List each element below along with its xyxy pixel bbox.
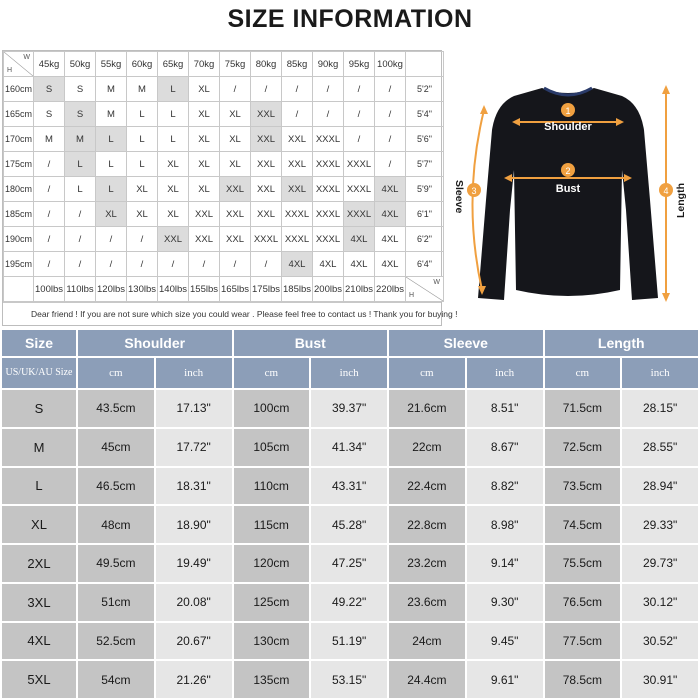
size-cell: / (282, 102, 313, 127)
marker-4-icon (659, 183, 673, 197)
shoulder-in-cell: 17.13" (156, 390, 232, 427)
length-header: Length (545, 330, 699, 356)
size-cell: XXL (282, 127, 313, 152)
sleeve-cm-cell: 22cm (389, 429, 465, 466)
length-cm-cell: 72.5cm (545, 429, 621, 466)
bust-cm-cell: 100cm (234, 390, 310, 427)
height-cm-cell: 175cm (4, 152, 34, 177)
corner-cell (406, 277, 444, 302)
height-feet-cell: 5'9" (406, 177, 444, 202)
size-cell: / (96, 252, 127, 277)
size-cell: / (251, 77, 282, 102)
weight-lbs-cell: 200lbs (313, 277, 344, 302)
svg-text:1: 1 (565, 106, 571, 116)
height-feet-cell: 5'2" (406, 77, 444, 102)
size-cell: 4XL (375, 227, 406, 252)
size-cell: XXL (189, 227, 220, 252)
shoulder-cm-cell: 54cm (78, 661, 154, 698)
size-cell: XXL (220, 177, 251, 202)
size-cell: XXL (251, 102, 282, 127)
size-cell: 4XL (375, 177, 406, 202)
sleeve-in-cell: 8.82" (467, 468, 543, 505)
blank-cell (406, 52, 444, 77)
shoulder-cm-cell: 48cm (78, 506, 154, 543)
sleeve-label: Sleeve (453, 180, 465, 214)
size-row (2, 584, 698, 621)
length-in-cell: 28.55" (622, 429, 698, 466)
size-cell: XXL (158, 227, 189, 252)
size-cell: 4XL (375, 202, 406, 227)
weight-lbs-cell: 185lbs (282, 277, 313, 302)
size-cell: / (344, 102, 375, 127)
size-cell: XXXL (344, 152, 375, 177)
bust-header: Bust (234, 330, 388, 356)
size-cell: S (34, 102, 65, 127)
height-feet-cell: 5'4" (406, 102, 444, 127)
size-cell: S (65, 102, 96, 127)
blank-cell (4, 277, 34, 302)
weight-lbs-cell: 140lbs (158, 277, 189, 302)
length-cm-cell: 71.5cm (545, 390, 621, 427)
height-cm-cell: 160cm (4, 77, 34, 102)
height-row (4, 227, 444, 252)
size-label-cell: S (2, 390, 76, 427)
size-cell: L (127, 127, 158, 152)
weight-lbs-cell: 165lbs (220, 277, 251, 302)
sleeve-header: Sleeve (389, 330, 543, 356)
weight-kg-cell: 100kg (375, 52, 406, 77)
bust-in-cell: 51.19" (311, 623, 387, 660)
size-cell: XXXL (313, 152, 344, 177)
bust-cm-cell: 125cm (234, 584, 310, 621)
sleeve-in-cell: 9.14" (467, 545, 543, 582)
unit-cm: cm (389, 358, 465, 388)
sleeve-cm-cell: 24cm (389, 623, 465, 660)
bust-cm-cell: 105cm (234, 429, 310, 466)
size-cell: XXL (251, 202, 282, 227)
size-cell: / (375, 77, 406, 102)
unit-inch: inch (467, 358, 543, 388)
height-cm-cell: 170cm (4, 127, 34, 152)
weight-kg-cell: 85kg (282, 52, 313, 77)
size-cell: 4XL (375, 252, 406, 277)
size-cell: 4XL (282, 252, 313, 277)
corner-h-label: H (409, 292, 415, 299)
size-row (2, 429, 698, 466)
bust-cm-cell: 120cm (234, 545, 310, 582)
shoulder-cm-cell: 45cm (78, 429, 154, 466)
shoulder-in-cell: 21.26" (156, 661, 232, 698)
size-cell: XXL (251, 177, 282, 202)
sleeve-in-cell: 9.61" (467, 661, 543, 698)
size-cell: XL (189, 127, 220, 152)
sleeve-cm-cell: 22.4cm (389, 468, 465, 505)
bust-in-cell: 53.15" (311, 661, 387, 698)
size-cell: XL (158, 177, 189, 202)
size-cell: XXXL (344, 177, 375, 202)
shoulder-in-cell: 19.49" (156, 545, 232, 582)
height-feet-cell: 6'1" (406, 202, 444, 227)
weight-kg-cell: 55kg (96, 52, 127, 77)
shoulder-in-cell: 20.08" (156, 584, 232, 621)
size-cell: M (127, 77, 158, 102)
height-feet-cell: 5'6" (406, 127, 444, 152)
bust-cm-cell: 135cm (234, 661, 310, 698)
bust-in-cell: 43.31" (311, 468, 387, 505)
marker-1-icon (561, 103, 575, 117)
size-column-label: US/UK/AU Size (2, 358, 76, 388)
size-cell: 4XL (344, 227, 375, 252)
size-cell: / (34, 202, 65, 227)
size-cell: XXL (282, 177, 313, 202)
corner-h-label: H (7, 67, 13, 74)
unit-inch: inch (156, 358, 232, 388)
marker-2-icon (561, 163, 575, 177)
size-label-cell: L (2, 468, 76, 505)
size-cell: XL (220, 127, 251, 152)
size-label-cell: 4XL (2, 623, 76, 660)
size-cell: 4XL (313, 252, 344, 277)
length-in-cell: 30.91" (622, 661, 698, 698)
weight-header-row (4, 52, 444, 77)
size-cell: / (313, 77, 344, 102)
size-cell: L (127, 102, 158, 127)
bust-cm-cell: 130cm (234, 623, 310, 660)
weight-kg-cell: 50kg (65, 52, 96, 77)
height-cm-cell: 195cm (4, 252, 34, 277)
shoulder-in-cell: 18.31" (156, 468, 232, 505)
size-cell: XXL (251, 127, 282, 152)
sleeve-in-cell: 8.67" (467, 429, 543, 466)
height-cm-cell: 165cm (4, 102, 34, 127)
length-in-cell: 29.33" (622, 506, 698, 543)
size-cell: / (34, 227, 65, 252)
length-cm-cell: 73.5cm (545, 468, 621, 505)
sleeve-in-cell: 9.30" (467, 584, 543, 621)
size-cell: XL (127, 202, 158, 227)
shoulder-in-cell: 18.90" (156, 506, 232, 543)
sleeve-in-cell: 9.45" (467, 623, 543, 660)
size-cell: / (127, 227, 158, 252)
size-cell: / (65, 252, 96, 277)
shoulder-cm-cell: 43.5cm (78, 390, 154, 427)
sleeve-cm-cell: 23.6cm (389, 584, 465, 621)
weight-kg-cell: 95kg (344, 52, 375, 77)
size-header: Size (2, 330, 76, 356)
page-title: SIZE INFORMATION (227, 5, 473, 33)
corner-cell (4, 52, 34, 77)
bust-in-cell: 45.28" (311, 506, 387, 543)
shoulder-cm-cell: 52.5cm (78, 623, 154, 660)
height-cm-cell: 180cm (4, 177, 34, 202)
size-cell: L (96, 127, 127, 152)
size-cell: L (158, 102, 189, 127)
size-cell: XL (96, 202, 127, 227)
svg-text:3: 3 (471, 186, 477, 196)
sleeve-in-cell: 8.51" (467, 390, 543, 427)
shoulder-label: Shoulder (544, 121, 592, 133)
shoulder-header: Shoulder (78, 330, 232, 356)
shoulder-in-cell: 20.67" (156, 623, 232, 660)
size-row (2, 468, 698, 505)
size-row (2, 545, 698, 582)
unit-inch: inch (311, 358, 387, 388)
size-cell: / (375, 152, 406, 177)
contact-note: Dear friend ! If you are not sure which size you could wear . Please feel free to contact us ! Thank you for buying ! (3, 302, 441, 325)
size-cell: XL (189, 177, 220, 202)
size-cell: XL (127, 177, 158, 202)
height-row (4, 77, 444, 102)
size-row (2, 661, 698, 698)
weight-kg-cell: 70kg (189, 52, 220, 77)
height-row (4, 127, 444, 152)
sleeve-cm-cell: 21.6cm (389, 390, 465, 427)
height-row (4, 102, 444, 127)
corner-w-label: W (23, 54, 30, 61)
size-cell: L (158, 77, 189, 102)
length-cm-cell: 74.5cm (545, 506, 621, 543)
sweater-diagram (444, 50, 698, 326)
bust-cm-cell: 110cm (234, 468, 310, 505)
size-cell: / (189, 252, 220, 277)
sweater-illustration (444, 50, 698, 326)
shoulder-cm-cell: 49.5cm (78, 545, 154, 582)
height-weight-grid (3, 51, 444, 302)
size-cell: / (127, 252, 158, 277)
size-cell: XXL (189, 202, 220, 227)
weight-lbs-cell: 110lbs (65, 277, 96, 302)
height-row (4, 202, 444, 227)
size-cell: L (96, 177, 127, 202)
size-cell: S (65, 77, 96, 102)
length-in-cell: 28.15" (622, 390, 698, 427)
size-cell: XXXL (313, 127, 344, 152)
size-cell: / (251, 252, 282, 277)
height-row (4, 177, 444, 202)
weight-lbs-cell: 130lbs (127, 277, 158, 302)
size-cell: / (282, 77, 313, 102)
height-row (4, 152, 444, 177)
height-row (4, 252, 444, 277)
length-cm-cell: 77.5cm (545, 623, 621, 660)
weight-lbs-cell: 155lbs (189, 277, 220, 302)
size-label-cell: 5XL (2, 661, 76, 698)
size-cell: / (375, 102, 406, 127)
size-cell: XL (220, 152, 251, 177)
size-cell: XXXL (313, 227, 344, 252)
size-cell: XL (158, 202, 189, 227)
size-cell: XXL (220, 202, 251, 227)
size-cell: / (96, 227, 127, 252)
sleeve-cm-cell: 22.8cm (389, 506, 465, 543)
size-cell: XL (220, 102, 251, 127)
length-cm-cell: 78.5cm (545, 661, 621, 698)
bust-in-cell: 39.37" (311, 390, 387, 427)
size-label-cell: XL (2, 506, 76, 543)
size-cell: XXXL (313, 177, 344, 202)
bust-in-cell: 47.25" (311, 545, 387, 582)
bust-cm-cell: 115cm (234, 506, 310, 543)
size-row (2, 506, 698, 543)
weight-kg-cell: 75kg (220, 52, 251, 77)
size-cell: / (313, 102, 344, 127)
weight-kg-cell: 80kg (251, 52, 282, 77)
weight-lbs-cell: 175lbs (251, 277, 282, 302)
size-cell: L (65, 152, 96, 177)
size-cell: L (127, 152, 158, 177)
sleeve-in-cell: 8.98" (467, 506, 543, 543)
size-cell: / (34, 152, 65, 177)
bust-in-cell: 41.34" (311, 429, 387, 466)
size-cell: / (65, 227, 96, 252)
height-cm-cell: 190cm (4, 227, 34, 252)
weight-kg-cell: 45kg (34, 52, 65, 77)
size-cell: L (158, 127, 189, 152)
size-cell: M (34, 127, 65, 152)
marker-3-icon (467, 183, 481, 197)
unit-cm: cm (78, 358, 154, 388)
size-cell: L (96, 152, 127, 177)
height-feet-cell: 5'7" (406, 152, 444, 177)
size-cell: XXXL (344, 202, 375, 227)
shoulder-in-cell: 17.72" (156, 429, 232, 466)
size-row (2, 623, 698, 660)
size-cell: L (65, 177, 96, 202)
height-cm-cell: 185cm (4, 202, 34, 227)
length-cm-cell: 75.5cm (545, 545, 621, 582)
size-cell: M (65, 127, 96, 152)
height-feet-cell: 6'2" (406, 227, 444, 252)
size-cell: XXL (220, 227, 251, 252)
size-cell: / (220, 77, 251, 102)
size-cell: / (344, 127, 375, 152)
length-in-cell: 30.12" (622, 584, 698, 621)
length-in-cell: 30.52" (622, 623, 698, 660)
size-cell: / (220, 252, 251, 277)
size-cell: / (375, 127, 406, 152)
size-cell: / (34, 252, 65, 277)
size-label-cell: 2XL (2, 545, 76, 582)
weight-lbs-cell: 120lbs (96, 277, 127, 302)
size-cell: S (34, 77, 65, 102)
size-cell: XL (158, 152, 189, 177)
size-guide-table (2, 50, 458, 326)
length-label: Length (675, 183, 687, 218)
svg-text:4: 4 (663, 186, 669, 196)
unit-cm: cm (234, 358, 310, 388)
length-in-cell: 29.73" (622, 545, 698, 582)
size-cell: XXL (251, 152, 282, 177)
weight-lbs-cell: 220lbs (375, 277, 406, 302)
size-cell: XXXL (313, 202, 344, 227)
shoulder-cm-cell: 46.5cm (78, 468, 154, 505)
unit-cm: cm (545, 358, 621, 388)
size-cell: XL (189, 152, 220, 177)
weight-lbs-cell: 210lbs (344, 277, 375, 302)
weight-lbs-row (4, 277, 444, 302)
size-cell: / (344, 77, 375, 102)
size-cell: / (34, 177, 65, 202)
size-cell: XXXL (282, 202, 313, 227)
size-cell: XXXL (251, 227, 282, 252)
size-label-cell: M (2, 429, 76, 466)
sleeve-cm-cell: 24.4cm (389, 661, 465, 698)
bust-in-cell: 49.22" (311, 584, 387, 621)
unit-inch: inch (622, 358, 698, 388)
size-row (2, 390, 698, 427)
size-cell: XL (189, 102, 220, 127)
size-label-cell: 3XL (2, 584, 76, 621)
weight-kg-cell: 60kg (127, 52, 158, 77)
size-cell: XXL (282, 152, 313, 177)
size-cell: / (158, 252, 189, 277)
size-cell: M (96, 77, 127, 102)
size-cell: XL (189, 77, 220, 102)
svg-text:2: 2 (565, 166, 571, 176)
weight-lbs-cell: 100lbs (34, 277, 65, 302)
shoulder-cm-cell: 51cm (78, 584, 154, 621)
size-chart (0, 328, 700, 700)
height-feet-cell: 6'4" (406, 252, 444, 277)
weight-kg-cell: 90kg (313, 52, 344, 77)
size-cell: XXXL (282, 227, 313, 252)
corner-w-label: W (433, 279, 440, 286)
weight-kg-cell: 65kg (158, 52, 189, 77)
length-in-cell: 28.94" (622, 468, 698, 505)
sleeve-cm-cell: 23.2cm (389, 545, 465, 582)
size-cell: M (96, 102, 127, 127)
size-cell: / (65, 202, 96, 227)
length-cm-cell: 76.5cm (545, 584, 621, 621)
size-cell: 4XL (344, 252, 375, 277)
bust-label: Bust (555, 183, 581, 195)
